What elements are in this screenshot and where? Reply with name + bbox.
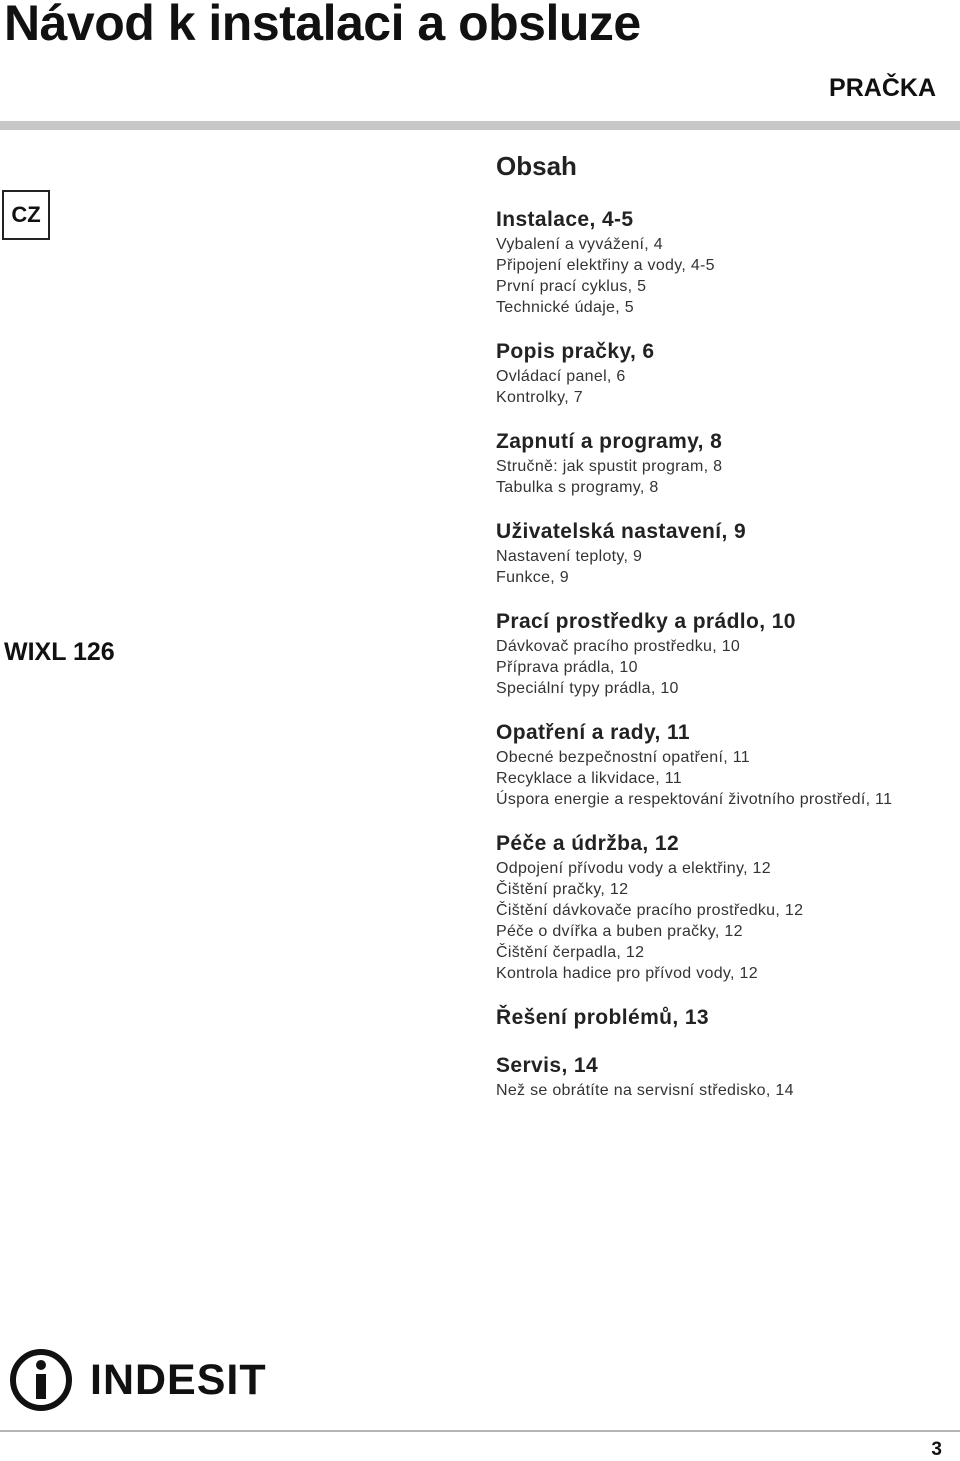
toc-section-service xyxy=(496,1051,946,1101)
document-title: Návod k instalaci a obsluze xyxy=(4,0,641,51)
toc-heading: Péče a údržba, 12 xyxy=(496,832,680,855)
table-of-contents xyxy=(496,150,946,1120)
toc-item: Než se obrátíte na servisní středisko, 14 xyxy=(496,1082,794,1099)
toc-item: Dávkovač pracího prostředku, 10 xyxy=(496,638,741,655)
header-divider xyxy=(0,121,960,130)
toc-section-installation xyxy=(496,205,946,318)
toc-heading: Zapnutí a programy, 8 xyxy=(496,430,723,453)
toc-item: Čištění dávkovače pracího prostředku, 12 xyxy=(496,902,804,919)
toc-section-troubleshooting xyxy=(496,1003,946,1032)
toc-heading: Opatření a rady, 11 xyxy=(496,721,690,744)
toc-item: Technické údaje, 5 xyxy=(496,299,634,316)
toc-heading: Řešení problémů, 13 xyxy=(496,1006,709,1029)
toc-item: Stručně: jak spustit program, 8 xyxy=(496,458,723,475)
toc-item: Připojení elektřiny a vody, 4-5 xyxy=(496,257,715,274)
toc-item: Vybalení a vyvážení, 4 xyxy=(496,236,663,253)
toc-section-detergents xyxy=(496,607,946,699)
brand-name: INDESIT xyxy=(90,1355,267,1404)
toc-heading: Uživatelská nastavení, 9 xyxy=(496,520,747,543)
model-name: WIXL 126 xyxy=(4,638,115,666)
toc-item: Čištění čerpadla, 12 xyxy=(496,944,645,961)
toc-item: První prací cyklus, 5 xyxy=(496,278,647,295)
toc-item: Funkce, 9 xyxy=(496,569,569,586)
toc-item: Odpojení přívodu vody a elektřiny, 12 xyxy=(496,860,771,877)
toc-section-maintenance xyxy=(496,829,946,984)
toc-item: Úspora energie a respektování životního prostředí, 11 xyxy=(496,791,893,808)
language-badge: CZ xyxy=(2,190,50,240)
toc-heading: Popis pračky, 6 xyxy=(496,340,655,363)
toc-item: Kontrola hadice pro přívod vody, 12 xyxy=(496,965,758,982)
toc-item: Ovládací panel, 6 xyxy=(496,368,626,385)
toc-item: Péče o dvířka a buben pračky, 12 xyxy=(496,923,743,940)
page-number: 3 xyxy=(931,1439,942,1460)
toc-item: Kontrolky, 7 xyxy=(496,389,583,406)
toc-item: Čištění pračky, 12 xyxy=(496,881,629,898)
toc-heading: Servis, 14 xyxy=(496,1054,599,1077)
toc-title: Obsah xyxy=(496,151,577,181)
toc-item: Recyklace a likvidace, 11 xyxy=(496,770,682,787)
toc-item: Nastavení teploty, 9 xyxy=(496,548,643,565)
toc-heading: Prací prostředky a prádlo, 10 xyxy=(496,610,796,633)
toc-section-user-settings xyxy=(496,517,946,588)
toc-item: Obecné bezpečnostní opatření, 11 xyxy=(496,749,750,766)
indesit-logo-icon xyxy=(8,1347,74,1413)
toc-section-precautions xyxy=(496,718,946,810)
indesit-logo xyxy=(8,1347,267,1413)
toc-section-programs xyxy=(496,427,946,498)
product-type: PRAČKA xyxy=(829,74,936,102)
toc-section-description xyxy=(496,337,946,408)
toc-item: Speciální typy prádla, 10 xyxy=(496,680,679,697)
footer-divider xyxy=(0,1430,960,1432)
toc-heading: Instalace, 4-5 xyxy=(496,208,634,231)
toc-item: Tabulka s programy, 8 xyxy=(496,479,659,496)
toc-item: Příprava prádla, 10 xyxy=(496,659,638,676)
